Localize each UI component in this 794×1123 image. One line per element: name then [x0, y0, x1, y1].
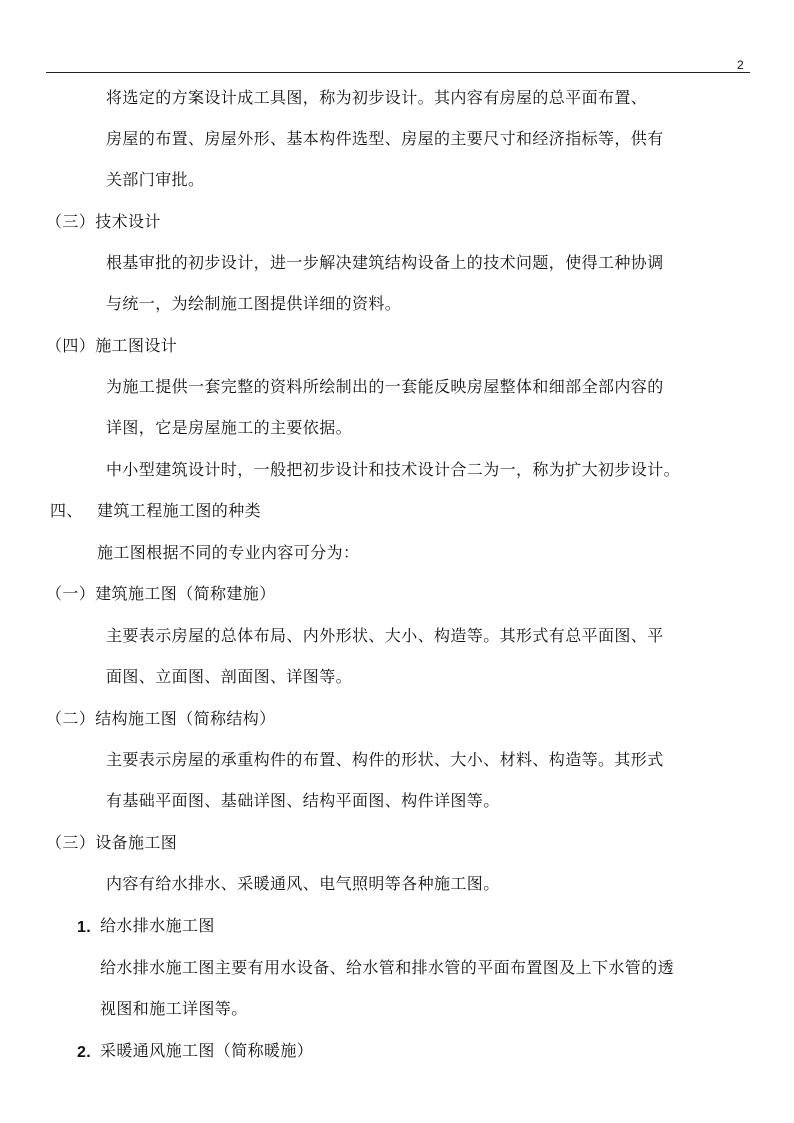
list-item-title: 给水排水施工图 — [100, 916, 215, 935]
subsection-heading-structural: （二）结构施工图（简称结构） — [46, 709, 276, 728]
paragraph-line: 主要表示房屋的承重构件的布置、构件的形状、大小、材料、构造等。其形式 — [106, 750, 664, 769]
part-title: 建筑工程施工图的种类 — [97, 501, 262, 520]
paragraph-line: 给水排水施工图主要有用水设备、给水管和排水管的平面布置图及上下水管的透 — [100, 958, 675, 977]
paragraph-line: 施工图根据不同的专业内容可分为： — [97, 543, 360, 562]
paragraph-line: 关部门审批。 — [106, 170, 205, 189]
subsection-heading-architectural: （一）建筑施工图（简称建施） — [46, 584, 276, 603]
paragraph-line: 面图、立面图、剖面图、详图等。 — [106, 667, 353, 686]
section-heading-construction-drawing-design: （四）施工图设计 — [46, 336, 178, 355]
paragraph-line: 与统一，为绘制施工图提供详细的资料。 — [106, 294, 402, 313]
paragraph-line: 将选定的方案设计成工具图，称为初步设计。其内容有房屋的总平面布置、 — [106, 88, 648, 107]
paragraph-line: 详图，它是房屋施工的主要依据。 — [106, 418, 353, 437]
header-rule — [46, 72, 750, 73]
paragraph-line: 根基审批的初步设计，进一步解决建筑结构设备上的技术问题，使得工种协调 — [106, 253, 664, 272]
list-item-number: 1. — [77, 919, 92, 936]
section-heading-technical-design: （三）技术设计 — [46, 212, 161, 231]
subsection-heading-equipment: （三）设备施工图 — [46, 833, 178, 852]
list-item-number: 2. — [77, 1044, 92, 1061]
paragraph-line: 视图和施工详图等。 — [100, 999, 248, 1018]
paragraph-line: 主要表示房屋的总体布局、内外形状、大小、构造等。其形式有总平面图、平 — [106, 626, 664, 645]
paragraph-line: 为施工提供一套完整的资料所绘制出的一套能反映房屋整体和细部全部内容的 — [106, 377, 664, 396]
list-item-title: 采暖通风施工图（简称暖施） — [100, 1041, 314, 1060]
part-number: 四、 — [50, 501, 83, 520]
paragraph-line: 中小型建筑设计时，一般把初步设计和技术设计合二为一，称为扩大初步设计。 — [106, 460, 681, 479]
page-number: 2 — [737, 58, 744, 72]
paragraph-line: 有基础平面图、基础详图、结构平面图、构件详图等。 — [106, 791, 500, 810]
paragraph-line: 房屋的布置、房屋外形、基本构件选型、房屋的主要尺寸和经济指标等，供有 — [106, 129, 664, 148]
paragraph-line: 内容有给水排水、采暖通风、电气照明等各种施工图。 — [106, 874, 500, 893]
